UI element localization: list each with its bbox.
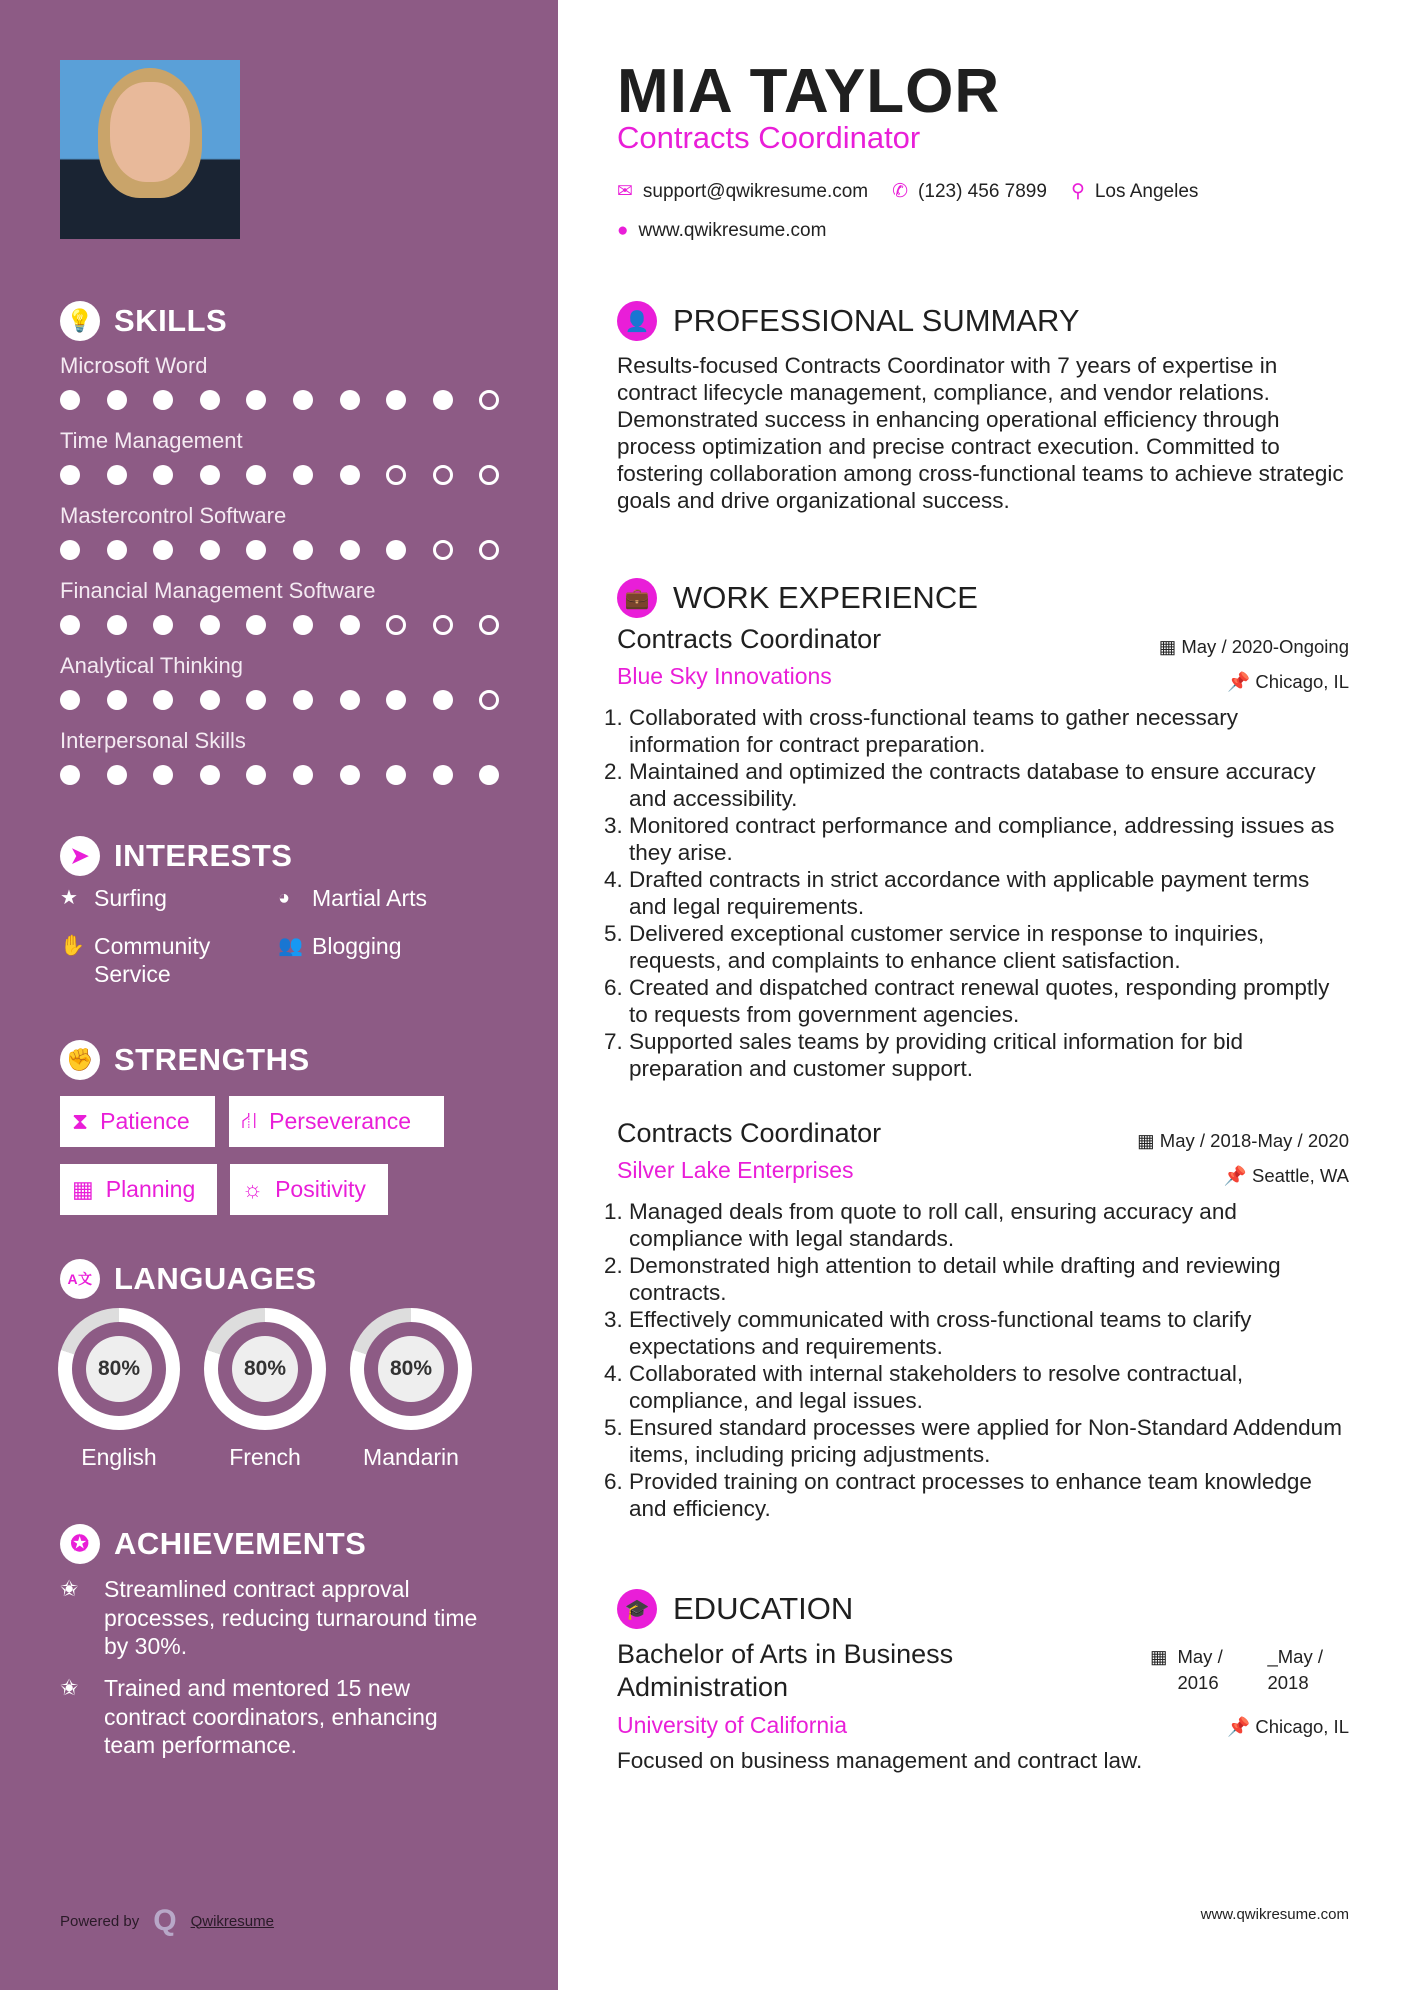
rating-dot-filled	[107, 765, 127, 785]
email-icon: ✉	[617, 181, 633, 202]
star-badge-icon: ✪	[60, 1524, 100, 1564]
language-name: Mandarin	[363, 1444, 459, 1470]
stars-icon: ✬	[60, 1576, 79, 1601]
rating-dot-empty	[386, 615, 406, 635]
education-heading	[617, 1589, 1349, 1629]
skill-label: Financial Management Software	[60, 578, 376, 603]
job-bullet: 6. Provided training on contract processes to enhance team knowledge and efficiency.	[629, 1468, 1349, 1522]
rating-dot-empty	[433, 615, 453, 635]
education-heading-text: EDUCATION	[673, 1591, 854, 1626]
experience-heading-text: WORK EXPERIENCE	[673, 580, 978, 615]
rating-dot-empty	[479, 390, 499, 410]
rating-dot-empty	[433, 540, 453, 560]
pushpin-icon: 📌	[1227, 671, 1251, 692]
job-dates	[1159, 636, 1349, 658]
strength-badge	[60, 1164, 217, 1215]
rating-dot-empty	[386, 465, 406, 485]
language-percent: 80%	[378, 1336, 444, 1402]
skill-label: Microsoft Word	[60, 353, 208, 378]
achievements-heading	[60, 1524, 366, 1564]
interest-item	[278, 932, 488, 960]
rating-dot-filled	[293, 390, 313, 410]
qwikresume-logo-icon: Q	[153, 1904, 177, 1937]
email[interactable]: support@qwikresume.com	[642, 180, 869, 202]
achievements-heading-text: ACHIEVEMENTS	[114, 1526, 367, 1561]
rating-dot-filled	[386, 540, 406, 560]
achievement-text: Streamlined contract approval processes, reducing turnaround time by 30%.	[104, 1576, 478, 1659]
name	[617, 56, 1349, 127]
rating-dot-filled	[107, 690, 127, 710]
rating-dot-filled	[246, 690, 266, 710]
skill-label: Mastercontrol Software	[60, 503, 287, 528]
strength-label: Positivity	[275, 1176, 366, 1202]
job-bullet: 3. Monitored contract performance and compliance, addressing issues as they arise.	[629, 812, 1349, 866]
rating-dot-filled	[246, 390, 266, 410]
rating-dot-filled	[386, 765, 406, 785]
sun-icon: ☼	[242, 1176, 264, 1202]
language-progress-ring	[350, 1308, 472, 1430]
education-description: Focused on business management and contract law.	[617, 1748, 1143, 1773]
rating-dot-filled	[293, 615, 313, 635]
education-dates	[1150, 1644, 1333, 1696]
website-row	[617, 220, 1349, 242]
skill-rating	[60, 615, 499, 635]
language-name: French	[229, 1444, 301, 1470]
website[interactable]: www.qwikresume.com	[638, 220, 827, 241]
interests-heading-text: INTERESTS	[114, 838, 293, 873]
rating-dot-filled	[107, 390, 127, 410]
rating-dot-filled	[386, 690, 406, 710]
rating-dot-filled	[246, 465, 266, 485]
translate-icon: A文	[60, 1259, 100, 1299]
language-percent: 80%	[86, 1336, 152, 1402]
rating-dot-filled	[200, 540, 220, 560]
rating-dot-filled	[433, 690, 453, 710]
rating-dot-filled	[340, 465, 360, 485]
skill-rating	[60, 690, 499, 710]
rating-dot-filled	[340, 540, 360, 560]
rating-dot-empty	[479, 615, 499, 635]
rating-dot-filled	[153, 690, 173, 710]
language-percent: 80%	[232, 1336, 298, 1402]
company: Blue Sky Innovations	[617, 663, 832, 689]
skill-label: Analytical Thinking	[60, 653, 244, 678]
interest-label: Surfing	[94, 885, 167, 911]
strength-badge	[230, 1164, 388, 1215]
stars-icon: ✬	[60, 1675, 79, 1700]
location: Los Angeles	[1094, 180, 1199, 202]
interest-label: Blogging	[312, 933, 402, 959]
interest-item	[60, 932, 260, 988]
language-item	[204, 1308, 326, 1471]
strength-badge	[229, 1096, 444, 1147]
job-location	[1224, 1165, 1349, 1187]
rating-dot-filled	[246, 615, 266, 635]
sidebar	[0, 0, 558, 1990]
rating-dot-filled	[200, 390, 220, 410]
school: University of California	[617, 1712, 848, 1738]
interest-label: Community Service	[94, 933, 211, 987]
rating-dot-filled	[386, 390, 406, 410]
job-bullet: 2. Maintained and optimized the contracts database to ensure accuracy and accessibility.	[629, 758, 1349, 812]
rating-dot-filled	[433, 390, 453, 410]
briefcase-icon: 💼	[617, 578, 657, 618]
skill-label: Time Management	[60, 428, 243, 453]
rating-dot-filled	[60, 615, 80, 635]
interest-item	[278, 884, 488, 912]
phone: (123) 456 7899	[918, 180, 1047, 202]
rating-dot-filled	[153, 765, 173, 785]
contact-row	[617, 180, 1349, 203]
strength-label: Planning	[105, 1176, 196, 1202]
rating-dot-filled	[433, 765, 453, 785]
calendar-icon: ▦	[1137, 1130, 1155, 1151]
rating-dot-filled	[60, 465, 80, 485]
hand-icon: ✋	[60, 935, 85, 957]
skills-heading	[60, 301, 227, 341]
job-bullet: 4. Drafted contracts in strict accordance with applicable payment terms and legal requirements.	[629, 866, 1349, 920]
interest-label: Martial Arts	[312, 885, 428, 911]
experience-heading	[617, 578, 1349, 618]
job-bullet: 5. Ensured standard processes were applied for Non-Standard Addendum items, including pricing adjustments.	[629, 1414, 1349, 1468]
globe-icon: ◕	[278, 887, 291, 909]
rating-dot-filled	[246, 765, 266, 785]
interests-heading	[60, 836, 292, 876]
skill-rating	[60, 540, 499, 560]
rating-dot-filled	[293, 540, 313, 560]
job-bullet: 1. Collaborated with cross-functional teams to gather necessary information for contract preparation.	[629, 704, 1349, 758]
profile-photo	[60, 60, 240, 239]
rating-dot-filled	[200, 615, 220, 635]
rating-dot-filled	[107, 615, 127, 635]
rating-dot-filled	[340, 765, 360, 785]
job-title: Contracts Coordinator	[617, 1118, 882, 1148]
language-item	[58, 1308, 180, 1471]
job-bullet: 6. Created and dispatched contract renewal quotes, responding promptly to requests from government agencies.	[629, 974, 1349, 1028]
interest-item	[60, 884, 270, 912]
lightbulb-icon: 💡	[60, 301, 100, 341]
location-pin-icon: ⚲	[1070, 181, 1085, 202]
rating-dot-empty	[479, 540, 499, 560]
rating-dot-filled	[60, 690, 80, 710]
language-progress-ring	[58, 1308, 180, 1430]
rating-dot-filled	[107, 465, 127, 485]
language-name: English	[81, 1444, 157, 1470]
name-text: MIA TAYLOR	[617, 57, 1001, 126]
rating-dot-filled	[153, 540, 173, 560]
calendar-icon: ▦	[72, 1176, 94, 1202]
rating-dot-filled	[246, 540, 266, 560]
skill-rating	[60, 390, 499, 410]
job-bullet: 3. Effectively communicated with cross-functional teams to clarify expectations and requirements.	[629, 1306, 1349, 1360]
rating-dot-filled	[293, 765, 313, 785]
job-title: Contracts Coordinator	[617, 624, 882, 654]
job-location	[1227, 671, 1349, 693]
achievement-text: Trained and mentored 15 new contract coordinators, enhancing team performance.	[104, 1675, 438, 1758]
start-date: May / 2016	[1177, 1646, 1223, 1693]
languages-heading	[60, 1259, 317, 1299]
rating-dot-filled	[293, 690, 313, 710]
job-bullet: 5. Delivered exceptional customer service in response to inquiries, requests, and complaints to enhance client satisfaction.	[629, 920, 1349, 974]
job-bullet: 7. Supported sales teams by providing critical information for bid preparation and customer support.	[629, 1028, 1349, 1082]
job-bullet: 1. Managed deals from quote to roll call, ensuring accuracy and compliance with legal standards.	[629, 1198, 1349, 1252]
rating-dot-filled	[107, 540, 127, 560]
education-location	[1227, 1716, 1349, 1738]
strength-label: Perseverance	[269, 1108, 412, 1134]
rating-dot-filled	[60, 390, 80, 410]
rating-dot-empty	[479, 690, 499, 710]
dates-text: May / 2020-Ongoing	[1181, 636, 1349, 657]
hourglass-icon: ⧗	[72, 1108, 89, 1134]
user-icon: 👤	[617, 301, 657, 341]
company: Silver Lake Enterprises	[617, 1157, 854, 1183]
language-progress-ring	[204, 1308, 326, 1430]
rating-dot-filled	[60, 765, 80, 785]
rating-dot-filled	[340, 390, 360, 410]
education-entry	[617, 1638, 1349, 1778]
rating-dot-filled	[293, 465, 313, 485]
location-text: Seattle, WA	[1252, 1165, 1349, 1186]
job-bullet: 2. Demonstrated high attention to detail while drafting and reviewing contracts.	[629, 1252, 1349, 1306]
rating-dot-filled	[340, 690, 360, 710]
location-text: Chicago, IL	[1255, 1716, 1349, 1737]
job-entry	[617, 1118, 1349, 1522]
fist-icon: ✊	[60, 1040, 100, 1080]
rating-dot-filled	[200, 690, 220, 710]
job-bullets	[611, 1198, 1349, 1522]
star-icon: ★	[60, 887, 78, 909]
paper-plane-icon: ➤	[60, 836, 100, 876]
summary-heading	[617, 301, 1349, 341]
rating-dot-filled	[340, 615, 360, 635]
languages-heading-text: LANGUAGES	[114, 1261, 317, 1296]
strengths-heading	[60, 1040, 310, 1080]
rating-dot-filled	[479, 765, 499, 785]
degree: Bachelor of Arts in Business Administration	[617, 1639, 954, 1702]
strength-badge	[60, 1096, 215, 1147]
summary-text: Results-focused Contracts Coordinator with 7 years of expertise in contract lifecycle management, compliance, and vendor relations. Demonstrated success in enhancing operational efficiency through process optimization and precise contract execution. Committed to fostering collaboration among cross-functional teams to achieve strategic goals and drive organizational success.	[617, 353, 1344, 513]
job-dates	[1137, 1130, 1349, 1152]
end-date: _May / 2018	[1267, 1646, 1324, 1693]
strength-label: Patience	[100, 1108, 190, 1134]
achievement-item	[60, 1674, 490, 1760]
rating-dot-filled	[153, 465, 173, 485]
powered-by-text: Powered by	[60, 1912, 140, 1930]
footer-website[interactable]: www.qwikresume.com	[1200, 1906, 1349, 1923]
globe-icon: ●	[617, 220, 629, 241]
calendar-icon: ▦	[1158, 636, 1177, 657]
job-entry	[617, 624, 1349, 1082]
skill-label: Interpersonal Skills	[60, 728, 246, 753]
achievement-item	[60, 1575, 490, 1661]
strengths-heading-text: STRENGTHS	[114, 1042, 310, 1077]
phone-icon: ✆	[892, 181, 909, 202]
skills-heading-text: SKILLS	[114, 303, 228, 338]
rating-dot-filled	[60, 540, 80, 560]
rating-dot-empty	[479, 465, 499, 485]
qwikresume-link[interactable]: Qwikresume	[190, 1912, 274, 1930]
rating-dot-filled	[153, 615, 173, 635]
powered-by	[60, 1904, 274, 1938]
rating-dot-filled	[200, 465, 220, 485]
calendar-icon: ▦	[1150, 1646, 1168, 1667]
rating-dot-filled	[200, 765, 220, 785]
pushpin-icon: 📌	[1227, 1716, 1251, 1737]
job-title: Contracts Coordinator	[617, 120, 921, 155]
location-text: Chicago, IL	[1255, 671, 1349, 692]
job-bullet: 4. Collaborated with internal stakeholders to resolve contractual, compliance, and legal issues.	[629, 1360, 1349, 1414]
graduation-icon: 🎓	[617, 1589, 657, 1629]
language-item	[350, 1308, 472, 1471]
skill-rating	[60, 465, 499, 485]
rating-dot-filled	[153, 390, 173, 410]
road-icon: ⛙	[241, 1106, 258, 1133]
users-icon: 👥	[278, 935, 303, 957]
rating-dot-empty	[433, 465, 453, 485]
skill-rating	[60, 765, 499, 785]
job-bullets	[611, 704, 1349, 1082]
dates-text: May / 2018-May / 2020	[1159, 1130, 1349, 1151]
pushpin-icon: 📌	[1223, 1165, 1247, 1186]
summary-heading-text: PROFESSIONAL SUMMARY	[673, 303, 1080, 338]
